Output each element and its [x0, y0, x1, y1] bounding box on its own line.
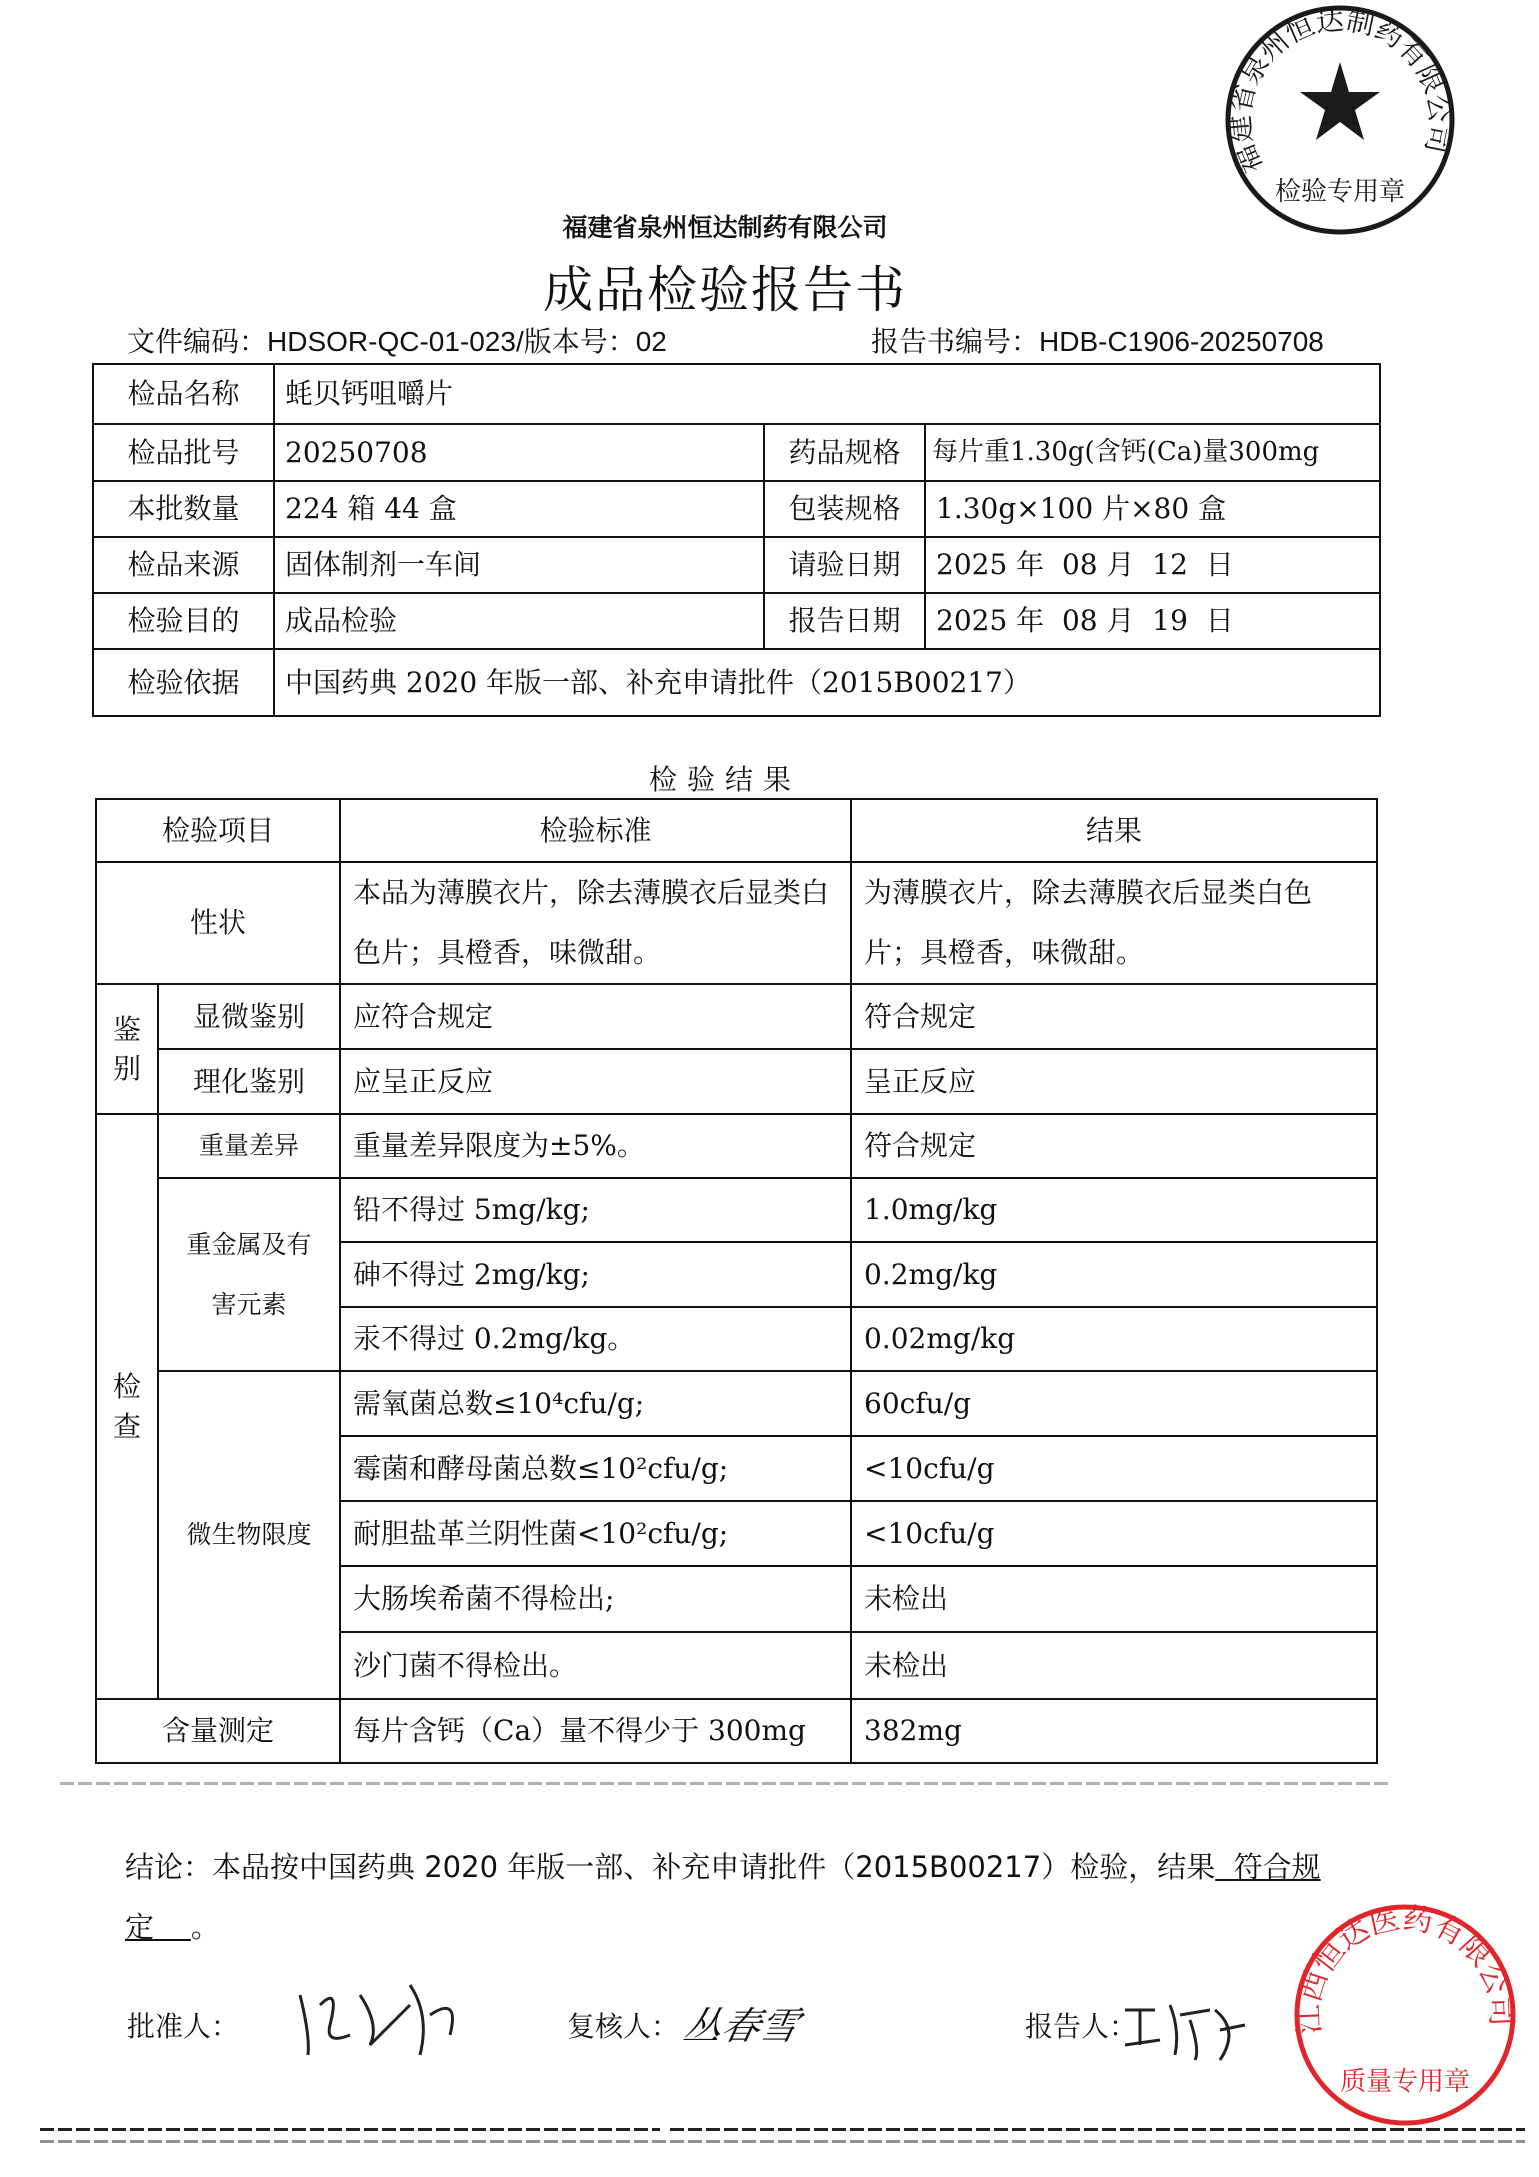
item: 理化鉴别 [158, 1049, 340, 1114]
item: 含量测定 [96, 1699, 340, 1763]
company-name: 福建省泉州恒达制药有限公司 [562, 213, 888, 242]
result: <10cfu/g [851, 1436, 1377, 1501]
group-identification: 鉴别 [96, 984, 158, 1114]
standard: 重量差异限度为±5%。 [340, 1114, 851, 1178]
result: 符合规定 [851, 984, 1377, 1049]
item: 重量差异 [158, 1114, 340, 1178]
result: 未检出 [851, 1566, 1377, 1632]
standard: 每片含钙（Ca）量不得少于 300mg [340, 1699, 851, 1763]
standard: 沙门菌不得检出。 [340, 1632, 851, 1699]
quality-stamp [1290, 1900, 1520, 2130]
conclusion-verdict: 符合规定 [125, 1850, 1321, 1944]
star-icon [1300, 62, 1380, 140]
batch-quantity: 224 箱 44 盒 [274, 481, 764, 537]
label: 包装规格 [764, 481, 925, 537]
label: 本批数量 [93, 481, 274, 537]
svg-text:江西恒达医药有限公司: 江西恒达医药有限公司 [1291, 1901, 1519, 2035]
packaging: 1.30g×100 片×80 盒 [925, 481, 1380, 537]
request-date: 2025 年 08 月 12 日 [925, 537, 1380, 593]
report-number: 报告书编号：HDB-C1906-20250708 [871, 326, 1324, 357]
reviewer-label: 复核人： [567, 2010, 680, 2043]
result: <10cfu/g [851, 1501, 1377, 1566]
divider [40, 2128, 660, 2131]
approver-label: 批准人： [127, 2010, 240, 2043]
header-item: 检验项目 [96, 799, 340, 862]
reviewer-signature: 丛春雪 [679, 2004, 803, 2048]
report-date: 2025 年 08 月 19 日 [925, 593, 1380, 649]
result: 为薄膜衣片，除去薄膜衣后显类白色片；具橙香，味微甜。 [851, 862, 1377, 984]
standard: 铅不得过 5mg/kg; [340, 1178, 851, 1242]
document-code: 文件编码：HDSOR-QC-01-023/版本号：02 [127, 326, 667, 357]
item: 性状 [96, 862, 340, 984]
item: 重金属及有害元素 [158, 1178, 340, 1371]
label: 检验目的 [93, 593, 274, 649]
svg-text:福建省泉州恒达制药有限公司: 福建省泉州恒达制药有限公司 [1223, 3, 1457, 179]
header-result: 结果 [851, 799, 1377, 862]
divider [40, 2140, 1525, 2143]
standard: 大肠埃希菌不得检出; [340, 1566, 851, 1632]
source: 固体制剂一车间 [274, 537, 764, 593]
standard: 应符合规定 [340, 984, 851, 1049]
label: 请验日期 [764, 537, 925, 593]
svg-text:检验专用章: 检验专用章 [1274, 177, 1406, 207]
result: 60cfu/g [851, 1371, 1377, 1436]
label: 检验依据 [93, 649, 274, 716]
header-standard: 检验标准 [340, 799, 851, 862]
item: 显微鉴别 [158, 984, 340, 1049]
results-title: 检验结果 [648, 763, 801, 796]
specification: 每片重1.30g(含钙(Ca)量300mg [925, 424, 1380, 481]
result: 0.2mg/kg [851, 1242, 1377, 1307]
conclusion-suffix: 。 [190, 1910, 220, 1944]
label: 药品规格 [764, 424, 925, 481]
reporter-signature [1120, 1990, 1250, 2070]
batch-number: 20250708 [274, 424, 764, 481]
product-name: 蚝贝钙咀嚼片 [274, 364, 1380, 424]
result: 382mg [851, 1699, 1377, 1763]
inspection-basis: 中国药典 2020 年版一部、补充申请批件（2015B00217） [274, 649, 1380, 716]
divider [60, 1782, 1390, 1785]
standard: 霉菌和酵母菌总数≤10²cfu/g; [340, 1436, 851, 1501]
result: 呈正反应 [851, 1049, 1377, 1114]
standard: 耐胆盐革兰阴性菌<10²cfu/g; [340, 1501, 851, 1566]
standard: 砷不得过 2mg/kg; [340, 1242, 851, 1307]
label: 检品名称 [93, 364, 274, 424]
inspection-stamp [1220, 0, 1460, 240]
label: 报告日期 [764, 593, 925, 649]
svg-text:质量专用章: 质量专用章 [1339, 2067, 1471, 2097]
standard: 需氧菌总数≤10⁴cfu/g; [340, 1371, 851, 1436]
conclusion-text: 结论：本品按中国药典 2020 年版一部、补充申请批件（2015B00217）检验，结果 [125, 1850, 1216, 1884]
purpose: 成品检验 [274, 593, 764, 649]
result: 未检出 [851, 1632, 1377, 1699]
item: 微生物限度 [158, 1371, 340, 1699]
standard: 本品为薄膜衣片，除去薄膜衣后显类白色片；具橙香，味微甜。 [340, 862, 851, 984]
standard: 应呈正反应 [340, 1049, 851, 1114]
conclusion [125, 1837, 1385, 1957]
label: 检品来源 [93, 537, 274, 593]
approver-signature [290, 1975, 470, 2065]
reporter-label: 报告人： [1025, 2010, 1138, 2043]
result: 1.0mg/kg [851, 1178, 1377, 1242]
label: 检品批号 [93, 424, 274, 481]
result: 符合规定 [851, 1114, 1377, 1178]
standard: 汞不得过 0.2mg/kg。 [340, 1307, 851, 1371]
group-check: 检查 [96, 1114, 158, 1699]
product-info-table [92, 363, 1381, 717]
results-table [95, 798, 1378, 1764]
result: 0.02mg/kg [851, 1307, 1377, 1371]
page-title: 成品检验报告书 [543, 261, 907, 319]
